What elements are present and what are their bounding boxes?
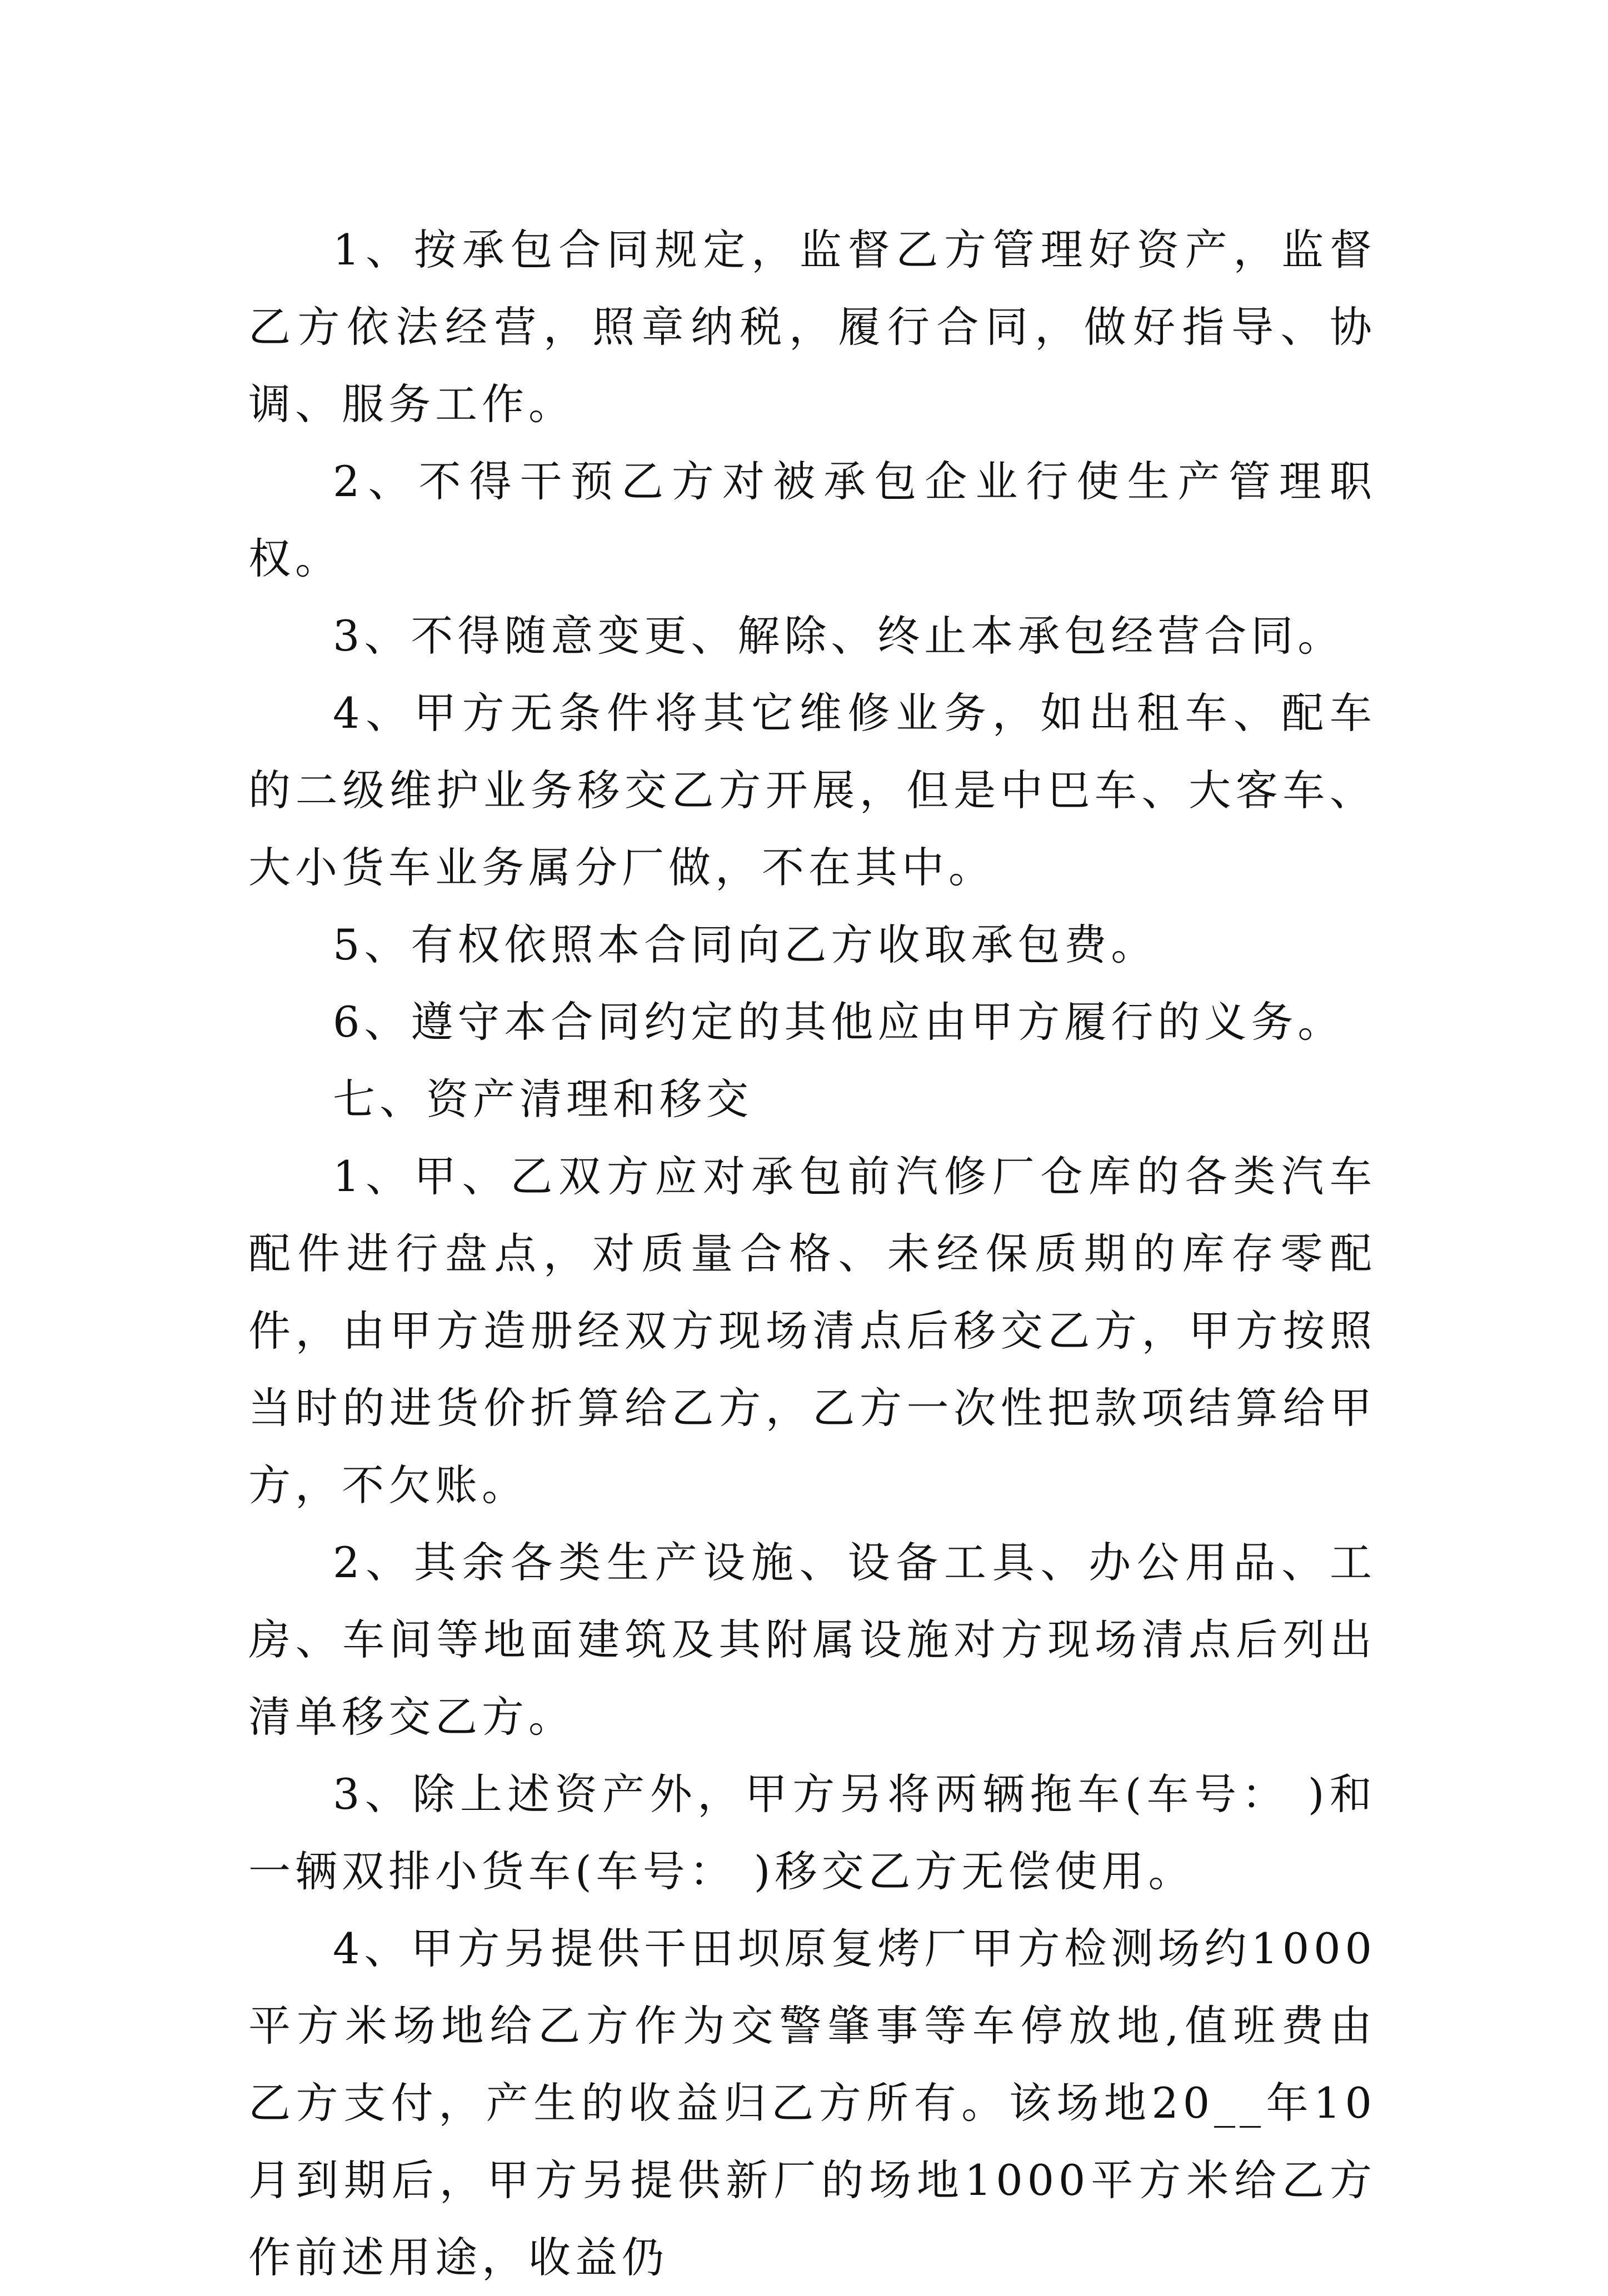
paragraph-asset-3: 3、除上述资产外，甲方另将两辆拖车(车号： )和一辆双排小货车(车号： )移交乙方无偿使用。 xyxy=(248,1769,1376,1896)
section-heading-asset-transfer: 七、资产清理和移交 xyxy=(333,1074,753,1124)
paragraph-item-4: 4、甲方无条件将其它维修业务，如出租车、配车的二级维护业务移交乙方开展，但是中巴车、大客车、大小货车业务属分厂做，不在其中。 xyxy=(248,688,1376,892)
paragraph-item-1: 1、按承包合同规定，监督乙方管理好资产，监督乙方依法经营，照章纳税，履行合同，做好指导、协调、服务工作。 xyxy=(248,225,1376,429)
paragraph-item-5: 5、有权依照本合同向乙方收取承包费。 xyxy=(333,920,1158,969)
paragraph-item-3: 3、不得随意变更、解除、终止本承包经营合同。 xyxy=(333,611,1345,661)
paragraph-item-6: 6、遵守本合同约定的其他应由甲方履行的义务。 xyxy=(333,997,1345,1047)
paragraph-asset-4: 4、甲方另提供干田坝原复烤厂甲方检测场约1000平方米场地给乙方作为交警肇事等车停放地,值班费由乙方支付，产生的收益归乙方所有。该场地20__年10月到期后，甲方另提供新厂的场地1000平方米给乙方作前述用途，收益仍 xyxy=(248,1924,1376,2282)
paragraph-asset-2: 2、其余各类生产设施、设备工具、办公用品、工房、车间等地面建筑及其附属设施对方现场清点后列出清单移交乙方。 xyxy=(248,1538,1376,1742)
paragraph-asset-1: 1、甲、乙双方应对承包前汽修厂仓库的各类汽车配件进行盘点，对质量合格、未经保质期的库存零配件，由甲方造册经双方现场清点后移交乙方，甲方按照当时的进货价折算给乙方，乙方一次性把款项结算给甲方，不欠账。 xyxy=(248,1152,1376,1510)
document-body xyxy=(248,211,1376,2296)
paragraph-item-2: 2、不得干预乙方对被承包企业行使生产管理职权。 xyxy=(248,457,1376,583)
